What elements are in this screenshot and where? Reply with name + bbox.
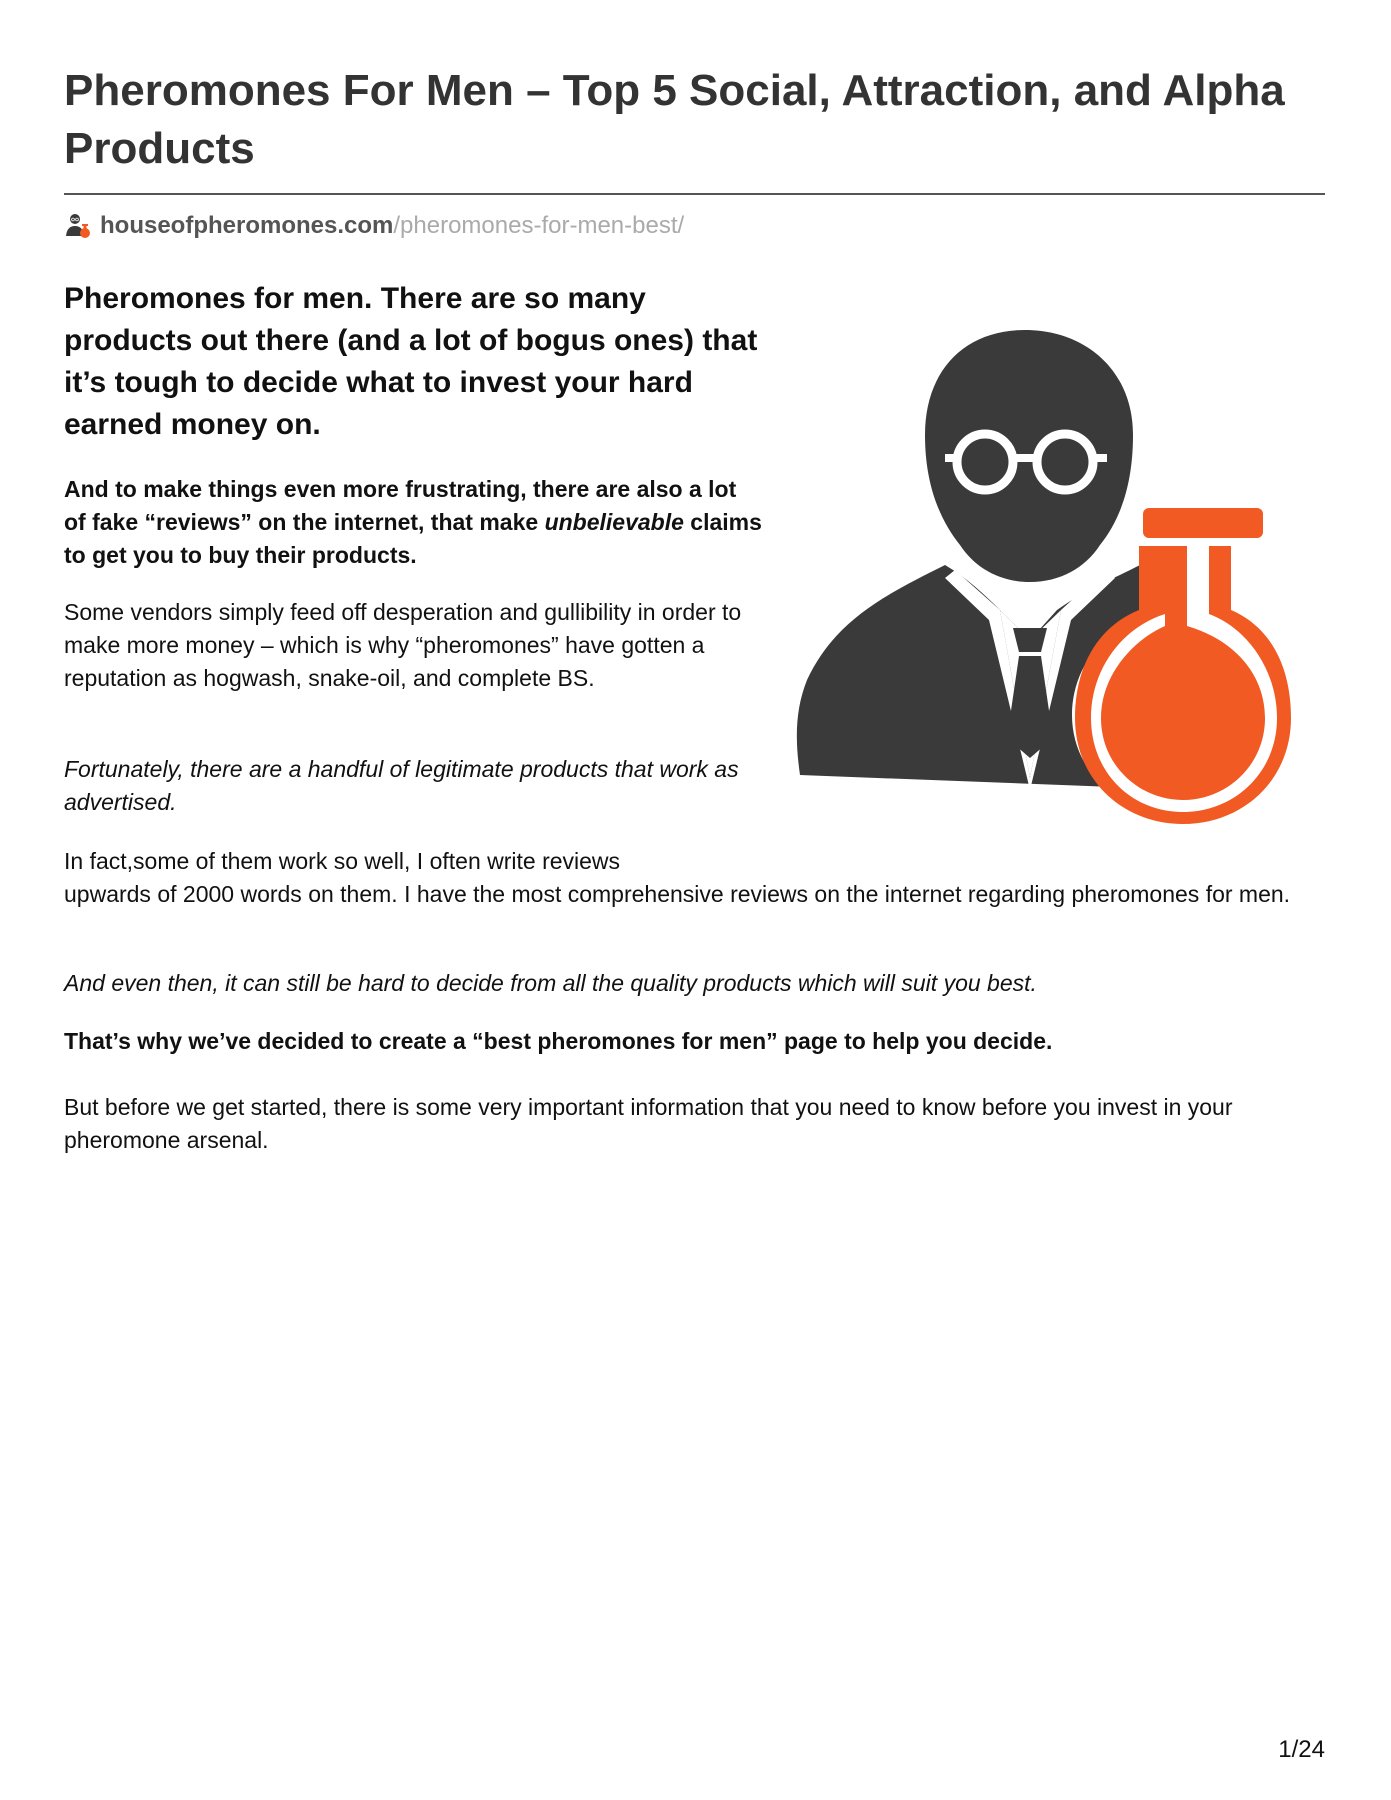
paragraph-hard-to-decide: And even then, it can still be hard to decide from all the quality products which will suit you best. [64,970,1037,996]
paragraph-reviews [64,845,1324,911]
intro-heading: Pheromones for men. There are so many products out there (and a lot of bogus ones) that it’s tough to decide what to invest your hard earned money on. [64,282,758,441]
page-title: Pheromones For Men – Top 5 Social, Attraction, and Alpha Products [64,66,1285,173]
paragraph-why-page: That’s why we’ve decided to create a “best pheromones for men” page to help you decide. [64,1028,1053,1054]
page-number: 1/24 [1278,1736,1325,1763]
title-divider [64,193,1325,195]
paragraph-before-start: But before we get started, there is some very important information that you need to know before you invest in your pheromone arsenal. [64,1094,1233,1153]
source-line [64,206,684,246]
p4-text-end: upwards of 2000 words on them. I have the most comprehensive reviews on the internet regarding pheromones for men. [64,881,1291,907]
paragraph-vendors: Some vendors simply feed off desperation and gullibility in order to make more money – which is why “pheromones” have gotten a reputation as hogwash, snake-oil, and complete BS. [64,599,742,691]
paragraph-legitimate-products: Fortunately, there are a handful of legitimate products that work as advertised. [64,756,739,815]
p4-text-start: In fact,some of them work so well, I often write reviews [64,848,621,874]
site-favicon-icon [64,212,92,240]
paragraph-fake-reviews [64,473,764,572]
p1-emphasis: unbelievable [544,509,684,535]
p1-text-end: claims to get you to buy their products. [64,509,762,568]
p1-text-start: And to make things even more frustrating, there are also a lot of fake “reviews” on the internet, that make [64,476,737,535]
scientist-with-flask-icon [795,310,1325,830]
source-domain: houseofpheromones.com [100,212,394,239]
source-link[interactable] [100,212,684,240]
source-path: /pheromones-for-men-best/ [393,212,685,239]
